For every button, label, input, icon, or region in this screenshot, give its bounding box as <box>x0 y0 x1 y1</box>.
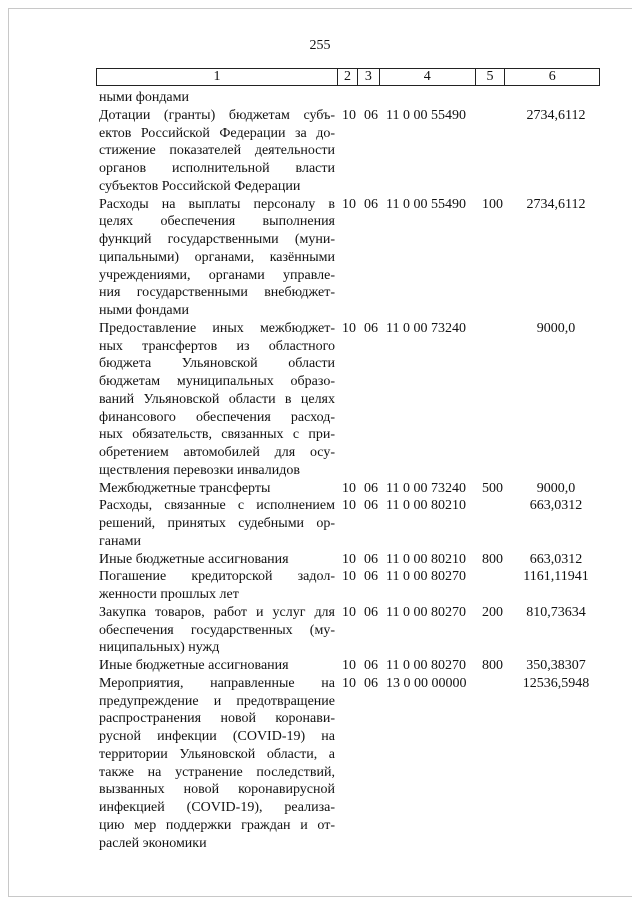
subsection-code: 06 <box>364 658 378 673</box>
table-row <box>96 480 600 498</box>
table-row <box>96 693 600 711</box>
amount-value: 663,0312 <box>529 551 583 567</box>
row-description-line: Межбюджетные трансферты <box>99 480 271 496</box>
amount-value: 9000,0 <box>536 320 576 336</box>
row-description-line: решений, принятых судебными ор- <box>99 516 335 531</box>
table-row <box>96 249 600 267</box>
amount-value: 663,0312 <box>529 498 583 514</box>
row-description-line: инфекцией (COVID-19), реализа- <box>99 800 335 815</box>
table-row <box>96 746 600 764</box>
section-code: 10 <box>342 675 356 691</box>
header-col-2: 2 <box>338 69 358 85</box>
subsection-code: 06 <box>364 675 378 691</box>
subsection-code: 06 <box>364 480 378 496</box>
row-description-line: стижение показателей деятельности <box>99 143 335 159</box>
row-description-line: ных обязательств, связанных с при- <box>99 427 335 443</box>
table-row <box>96 497 600 515</box>
row-description-line: обретением автомобилей для осу- <box>99 445 335 460</box>
row-description-line: учреждениями, органами управле- <box>99 267 335 283</box>
row-description-line: территории Ульяновской области, а <box>99 746 335 762</box>
amount-value: 2734,6112 <box>526 196 586 212</box>
scan-border-top <box>8 8 632 9</box>
subsection-code: 06 <box>364 551 378 567</box>
header-col-1: 1 <box>97 69 338 85</box>
table-row <box>96 604 600 622</box>
row-description-line: финансового обеспечения расход- <box>99 409 335 425</box>
scan-border-left <box>8 8 9 897</box>
table-row <box>96 817 600 835</box>
header-col-4: 4 <box>380 69 476 85</box>
amount-value: 810,73634 <box>526 604 586 620</box>
row-description-line: Закупка товаров, работ и услуг для <box>99 604 335 620</box>
table-row <box>96 835 600 853</box>
header-col-6: 6 <box>548 69 556 84</box>
article-code: 11 0 00 80210 <box>386 551 466 567</box>
table-row <box>96 728 600 746</box>
table-row <box>96 125 600 143</box>
section-code: 10 <box>342 498 356 514</box>
section-code: 10 <box>342 107 356 123</box>
table-row <box>96 196 600 214</box>
row-description-line: Иные бюджетные ассигнования <box>99 658 289 673</box>
row-description-line: предупреждение и предотвращение <box>99 693 335 709</box>
amount-value: 2734,6112 <box>526 107 586 123</box>
table-row <box>96 551 600 569</box>
table-row <box>96 515 600 533</box>
header-col-5: 5 <box>476 69 506 85</box>
row-description-line: Расходы, связанные с исполнением <box>99 498 335 514</box>
table-row <box>96 391 600 409</box>
table-row <box>96 444 600 462</box>
expense-type-code: 800 <box>482 551 503 567</box>
row-description-line: бюджета Ульяновской области <box>99 356 335 372</box>
table-row <box>96 373 600 391</box>
row-description-line: целях обеспечения выполнения <box>99 214 335 230</box>
amount-value: 350,38307 <box>526 658 586 673</box>
expense-type-code: 500 <box>482 480 503 496</box>
row-description-line: распространения новой коронави- <box>99 711 335 727</box>
article-code: 11 0 00 80270 <box>386 569 466 585</box>
row-description-line: Дотации (гранты) бюджетам субъ- <box>99 107 335 123</box>
table-row <box>96 639 600 657</box>
expense-type-code: 100 <box>482 196 503 212</box>
table-row <box>96 781 600 799</box>
section-code: 10 <box>342 604 356 620</box>
table-row <box>96 213 600 231</box>
table-row <box>96 764 600 782</box>
table-row <box>96 284 600 302</box>
article-code: 11 0 00 73240 <box>386 480 466 496</box>
table-row <box>96 338 600 356</box>
row-description-line: Расходы на выплаты персоналу в <box>99 196 335 212</box>
table-row <box>96 320 600 338</box>
subsection-code: 06 <box>364 498 378 514</box>
section-code: 10 <box>342 569 356 585</box>
table-row <box>96 160 600 178</box>
row-description-line: ципальными) органами, казёнными <box>99 249 335 265</box>
table-row <box>96 142 600 160</box>
row-description-line: русной инфекции (COVID-19) на <box>99 729 335 744</box>
section-code: 10 <box>342 196 356 212</box>
article-code: 11 0 00 55490 <box>386 196 466 212</box>
table-header <box>96 68 600 86</box>
amount-value: 1161,11941 <box>523 569 589 585</box>
expense-type-code: 800 <box>482 658 503 673</box>
row-description-line: вызванных новой коронавирусной <box>99 782 335 798</box>
section-code: 10 <box>342 480 356 496</box>
row-description-line: раслей экономики <box>99 835 207 851</box>
row-description-line: цию мер поддержки граждан и от- <box>99 817 335 833</box>
subsection-code: 06 <box>364 569 378 585</box>
subsection-code: 06 <box>364 196 378 212</box>
row-description-line: Иные бюджетные ассигнования <box>99 551 289 567</box>
section-code: 10 <box>342 658 356 673</box>
expense-type-code: 200 <box>482 604 503 620</box>
article-code: 11 0 00 73240 <box>386 320 466 336</box>
row-description-line: органов исполнительной власти <box>99 161 335 176</box>
row-description-line: ных трансфертов из областного <box>99 338 335 354</box>
table-row <box>96 462 600 480</box>
row-description-line: бюджетам муниципальных образо- <box>99 374 335 389</box>
table-row <box>96 178 600 196</box>
table-row <box>96 302 600 320</box>
amount-value: 12536,5948 <box>522 675 590 691</box>
table-row <box>96 107 600 125</box>
article-code: 11 0 00 80210 <box>386 498 466 514</box>
article-code: 13 0 00 00000 <box>386 675 467 691</box>
scan-border-bottom <box>8 896 632 897</box>
table-row <box>96 426 600 444</box>
page-number: 255 <box>309 38 331 53</box>
row-description-line: ваний Ульяновской области в целях <box>99 391 335 407</box>
subsection-code: 06 <box>364 320 378 336</box>
row-description-line: функций государственными (муни- <box>99 232 335 247</box>
table-row <box>96 533 600 551</box>
row-description-line: ния государственными внебюджет- <box>99 285 335 301</box>
table-row <box>96 355 600 373</box>
row-description-line: субъектов Российской Федерации <box>99 178 301 194</box>
header-col-3: 3 <box>358 69 380 85</box>
table-row <box>96 231 600 249</box>
row-description-line: женности прошлых лет <box>99 587 239 602</box>
amount-value: 9000,0 <box>536 480 576 496</box>
subsection-code: 06 <box>364 604 378 620</box>
table-row <box>96 568 600 586</box>
table-row <box>96 622 600 640</box>
row-description-line: Предоставление иных межбюджет- <box>99 320 335 336</box>
article-code: 11 0 00 80270 <box>386 604 466 620</box>
section-code: 10 <box>342 551 356 567</box>
row-description-line: ными фондами <box>99 90 190 105</box>
budget-table-body <box>96 89 600 852</box>
row-description-line: ниципальных) нужд <box>99 640 220 656</box>
table-row <box>96 710 600 728</box>
table-row <box>96 675 600 693</box>
row-description-line: Мероприятия, направленные на <box>99 675 335 691</box>
article-code: 11 0 00 80270 <box>386 658 466 673</box>
subsection-code: 06 <box>364 107 378 123</box>
table-row <box>96 586 600 604</box>
table-row <box>96 89 600 107</box>
row-description-line: ектов Российской Федерации за до- <box>99 125 335 141</box>
row-description-line: Погашение кредиторской задол- <box>99 569 335 585</box>
table-row <box>96 267 600 285</box>
section-code: 10 <box>342 320 356 336</box>
table-row <box>96 799 600 817</box>
article-code: 11 0 00 55490 <box>386 107 466 123</box>
row-description-line: ными фондами <box>99 303 190 318</box>
table-row <box>96 657 600 675</box>
row-description-line: также на устранение последствий, <box>99 764 335 780</box>
row-description-line: обеспечения государственных (му- <box>99 622 335 638</box>
table-row <box>96 409 600 427</box>
row-description-line: ществления перевозки инвалидов <box>99 462 300 478</box>
row-description-line: ганами <box>99 533 142 549</box>
